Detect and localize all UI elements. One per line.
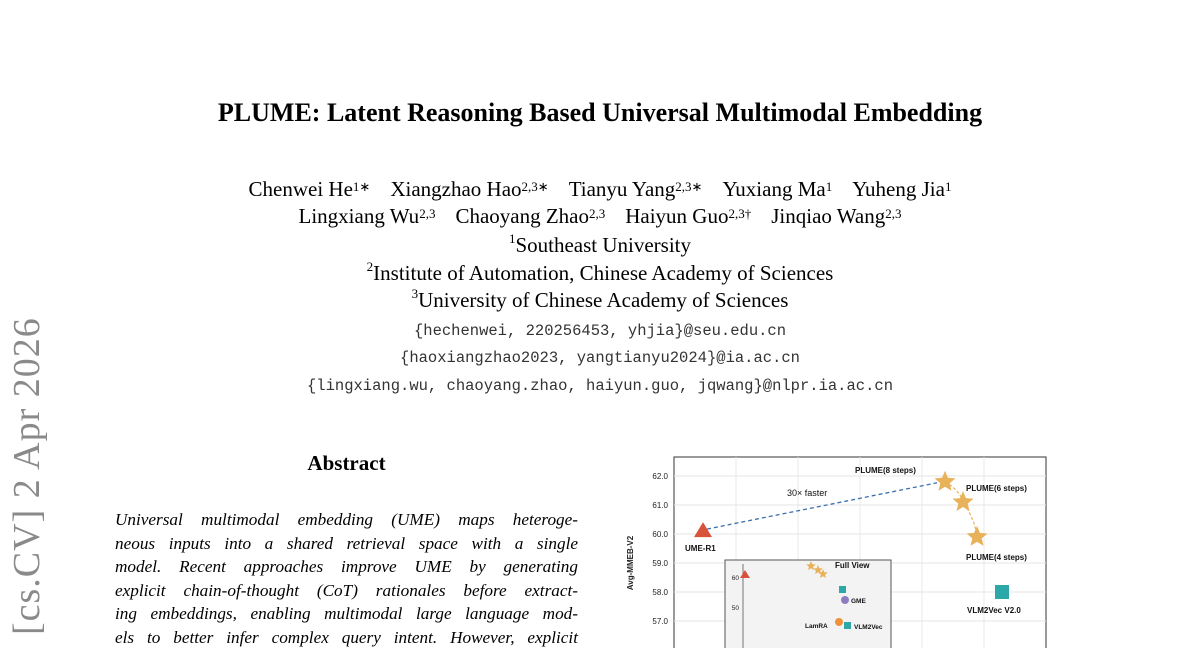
paper-title: PLUME: Latent Reasoning Based Universal Multimodal Embedding	[217, 98, 983, 127]
inset-point-lamra	[835, 618, 843, 626]
point-vlm2vec	[995, 585, 1009, 599]
point-label: UME-R1	[685, 544, 716, 554]
arxiv-stamp: [cs.CV] 2 Apr 2026	[6, 317, 48, 635]
speedup-annotation: 30× faster	[787, 488, 828, 498]
y-tick-label: 61.0	[652, 501, 668, 510]
abstract-heading: Abstract	[307, 451, 386, 475]
abstract-line: els to better infer complex query intent. However, explicit	[115, 627, 578, 647]
inset-label: LamRA	[805, 623, 828, 630]
author-affiliation-sup: 2,3	[419, 206, 436, 221]
figure-1	[615, 452, 1055, 648]
inset-title: Full View	[835, 561, 870, 570]
authors-line-2	[0, 203, 1200, 230]
author-affiliation-sup: 1	[944, 179, 952, 194]
abstract-line: neous inputs into a shared retrieval space with a single	[115, 533, 578, 553]
author-name: Chaoyang Zhao$^{2,3}$	[455, 204, 606, 228]
email-line-1: {hechenwei, 220256453, yhjia}@seu.edu.cn	[413, 322, 787, 340]
inset-y-tick: 60	[731, 575, 739, 582]
y-tick-label: 60.0	[652, 530, 668, 539]
author-affiliation-sup: 2,3	[588, 206, 606, 221]
inset-y-tick: 50	[731, 605, 739, 612]
point-label: PLUME(6 steps)	[966, 484, 1027, 493]
email-line-2: {haoxiangzhao2023, yangtianyu2024}@ia.ac.cn	[400, 349, 800, 367]
email-line-3: {lingxiang.wu, chaoyang.zhao, haiyun.guo, jqwang}@nlpr.ia.ac.cn	[307, 377, 893, 395]
affiliation-name: University of Chinese Academy of Sciences	[418, 288, 789, 312]
inset-point-vlm2vec	[844, 622, 851, 629]
point-label: PLUME(8 steps)	[855, 466, 916, 475]
abstract-line: ing embeddings, enabling multimodal large language mod-	[115, 604, 578, 624]
author-list	[0, 176, 1200, 230]
abstract-line: explicit chain-of-thought (CoT) rationales before extract-	[115, 580, 578, 600]
affiliation-2	[0, 261, 1200, 286]
y-axis-label: Avg-MMEB-V2	[626, 535, 635, 591]
author-name: Haiyun Guo$^{2,3\dagger}$	[625, 204, 752, 228]
abstract-body	[115, 508, 578, 650]
author-affiliation-sup: 2,3∗	[675, 179, 703, 194]
abstract-line: Universal multimodal embedding (UME) maps heteroge-	[115, 510, 578, 529]
inset-label: VLM2Vec	[854, 624, 883, 631]
author-name: Tianyu Yang$^{2,3∗}$	[568, 177, 703, 201]
author-affiliation-sup: 2,3†	[728, 206, 752, 221]
inset-label: GME	[851, 598, 866, 605]
affiliation-sup: 1	[508, 231, 516, 246]
author-affiliation-sup: 1	[825, 179, 833, 194]
y-tick-label: 62.0	[652, 472, 668, 481]
affiliation-1	[0, 233, 1200, 258]
inset-panel	[725, 560, 891, 648]
point-label: PLUME(4 steps)	[966, 553, 1027, 562]
point-label: VLM2Vec V2.0	[967, 606, 1021, 615]
inset-point-gme	[841, 596, 849, 604]
affiliation-sup: 2	[366, 259, 374, 274]
y-tick-label: 58.0	[652, 588, 668, 597]
abstract-line: model. Recent approaches improve UME by generating	[115, 557, 578, 577]
affiliation-3	[0, 288, 1200, 313]
author-name: Yuxiang Ma$^1$	[722, 177, 833, 201]
author-name: Jinqiao Wang$^{2,3}$	[771, 204, 902, 228]
author-name: Xiangzhao Hao$^{2,3∗}$	[390, 177, 549, 201]
y-tick-label: 57.0	[652, 617, 668, 626]
affiliation-name: Southeast University	[515, 233, 692, 257]
author-name: Chenwei $He^{1∗}$	[248, 177, 371, 201]
affiliation-sup: 3	[411, 286, 419, 301]
author-name: Lingxiang Wu$^{2,3}$	[298, 204, 436, 228]
author-affiliation-sup: 2,3∗	[521, 179, 549, 194]
authors-line-1	[0, 176, 1200, 203]
author-name: Yuheng Jia$^1$	[852, 177, 952, 201]
inset-point-vlm2vec-v2	[839, 586, 846, 593]
author-affiliation-sup: 1∗	[352, 179, 371, 194]
y-tick-label: 59.0	[652, 559, 668, 568]
performance-chart	[615, 452, 1055, 648]
affiliation-name: Institute of Automation, Chinese Academy of Sciences	[373, 261, 834, 285]
author-affiliation-sup: 2,3	[885, 206, 902, 221]
